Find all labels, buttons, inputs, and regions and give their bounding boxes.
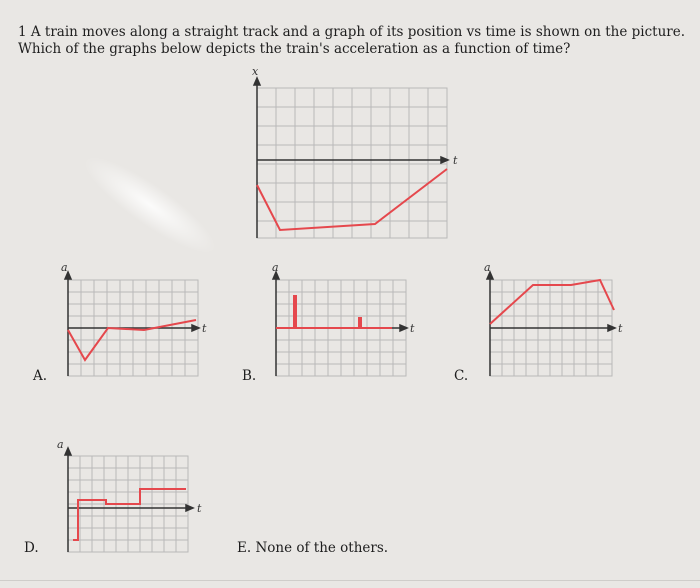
y-axis-label: x bbox=[252, 65, 259, 78]
position-time-graph bbox=[245, 65, 475, 244]
y-axis-label: a bbox=[272, 261, 279, 274]
acceleration-curve bbox=[276, 296, 392, 328]
axes bbox=[487, 272, 615, 376]
x-axis-label: t bbox=[202, 322, 207, 335]
x-axis-label: t bbox=[197, 502, 202, 515]
option-a-label[interactable]: A. bbox=[33, 368, 48, 384]
light-glare bbox=[73, 143, 227, 268]
option-e-text: None of the others. bbox=[255, 540, 389, 556]
option-a-graph bbox=[56, 261, 216, 380]
acceleration-curve bbox=[73, 489, 186, 540]
option-e[interactable] bbox=[237, 540, 388, 556]
y-axis-label: a bbox=[61, 261, 68, 274]
option-b-graph bbox=[264, 261, 424, 380]
question-text bbox=[18, 24, 688, 58]
option-e-label: E. bbox=[237, 540, 252, 556]
y-axis-label: a bbox=[484, 261, 491, 274]
axes bbox=[254, 78, 448, 238]
question-body: A train moves along a straight track and a graph of its position vs time is shown on the picture. Which of the graphs below depicts the train's acceleration as a function of time? bbox=[18, 24, 685, 57]
option-d-label[interactable]: D. bbox=[24, 540, 39, 556]
grid bbox=[257, 88, 447, 238]
option-b-label[interactable]: B. bbox=[242, 368, 257, 384]
x-axis-label: t bbox=[453, 154, 458, 167]
divider bbox=[0, 580, 700, 581]
option-c-graph bbox=[478, 261, 638, 380]
question-number: 1 bbox=[18, 24, 27, 40]
x-axis-label: t bbox=[410, 322, 415, 335]
y-axis-label: a bbox=[57, 438, 64, 451]
option-c-label[interactable]: C. bbox=[454, 368, 469, 384]
acceleration-curve bbox=[490, 280, 614, 324]
option-d-graph bbox=[56, 438, 216, 556]
x-axis-label: t bbox=[618, 322, 623, 335]
